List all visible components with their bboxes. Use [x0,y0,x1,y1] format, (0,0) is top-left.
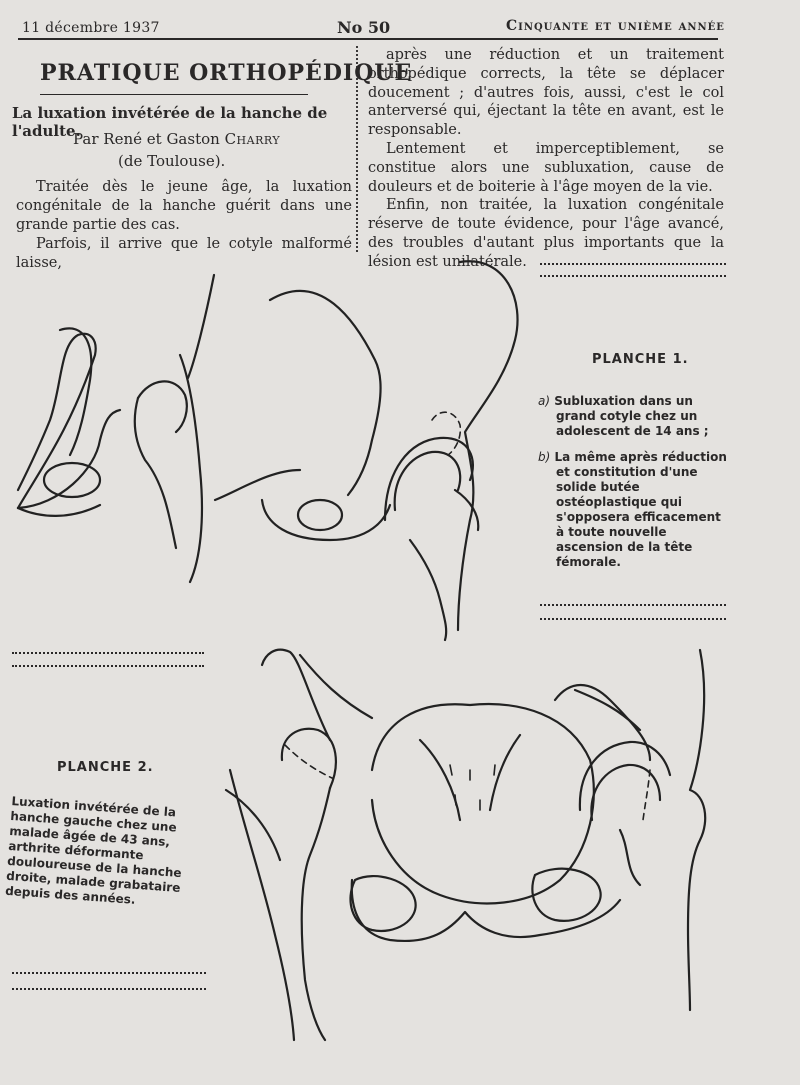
pelvis-line [188,275,214,378]
obturator-foramen [44,463,100,497]
article-title: La luxation invétérée de la hanche de l'adulte. [12,104,328,140]
plate2-figure [226,650,705,1040]
volume-year: Cinquante et unième année [506,18,725,34]
right-femur [688,650,705,1010]
right-hip-shadow [643,770,650,820]
plate1-figure-a [18,275,214,582]
left-ilium [262,650,330,740]
caption-text: La même après réduction et constitution d'une solide butée ostéoplastique qui s'opposera efficacement à toute nouvelle ascension de la tête fémorale. [554,450,727,569]
femoral-head [395,452,461,510]
femoral-neck [135,398,176,548]
paragraph: Traitée dès le jeune âge, la luxation congénitale de la hanche guérit dans une grande partie des cas. [16,179,352,233]
caption-marker: a) [538,394,551,408]
paragraph: Parfois, il arrive que le cotyle malformé laisse, [16,236,352,271]
byline-prefix: Par René et Gaston [73,130,220,148]
left-hip-shadow [285,745,332,778]
pelvis-lower [262,500,390,540]
left-femoral-neck [302,788,330,1040]
graft-buttress [432,412,460,455]
byline-location: (de Toulouse). [118,152,226,170]
femoral-head [138,381,187,432]
pelvis-outline [18,334,96,508]
section-title: PRATIQUE ORTHOPÉDIQUE [40,60,413,86]
pelvic-inlet [372,704,594,903]
pubic-arch [352,880,620,941]
left-femur-outer [226,790,280,860]
right-ilium [555,685,650,760]
right-greater-trochanter [620,830,640,885]
femur [458,261,518,630]
ilium-rim [215,470,300,500]
paragraph: après une réduction et un traitement orthopédique corrects, la tête se déplacer doucement ; d'autres fois, aussi, c'est le col anterversé qui, éjectant la tête en avant, est le responsable. [368,47,724,139]
femoral-shaft [180,355,202,582]
ilium-outline [60,328,91,455]
greater-trochanter [455,490,478,530]
issue-number: No 50 [337,18,391,37]
plate2-caption: Luxation invétérée de la hanche gauche chez une malade âgée de 43 ans, arthrite déformante douloureuse de la hanche droite, malade grabataire depuis des années. [4,794,182,907]
plate1-figure-b [215,261,518,640]
byline-author: Charry [224,130,281,148]
plate2-title: PLANCHE 2. [57,760,154,775]
caption-marker: b) [538,450,551,464]
pelvic-rim [300,655,640,730]
femoral-neck [410,540,446,640]
left-femur-shaft [230,770,294,1040]
ilium-outline [270,291,381,495]
caption-text: Subluxation dans un grand cotyle chez un adolescent de 14 ans ; [554,394,709,438]
paragraph: Enfin, non traitée, la luxation congénitale réserve de toute évidence, pour l'âge avancé, des troubles d'autant plus importants que la lésion est unilatérale. [368,197,724,270]
issue-date: 11 décembre 1937 [22,20,160,36]
plate1-title: PLANCHE 1. [592,352,689,367]
obturator-foramen [298,500,342,530]
paragraph: Lentement et imperceptiblement, se constitue alors une subluxation, cause de douleurs et de boiterie à l'âge moyen de la vie. [368,140,724,195]
right-obturator [532,869,600,921]
